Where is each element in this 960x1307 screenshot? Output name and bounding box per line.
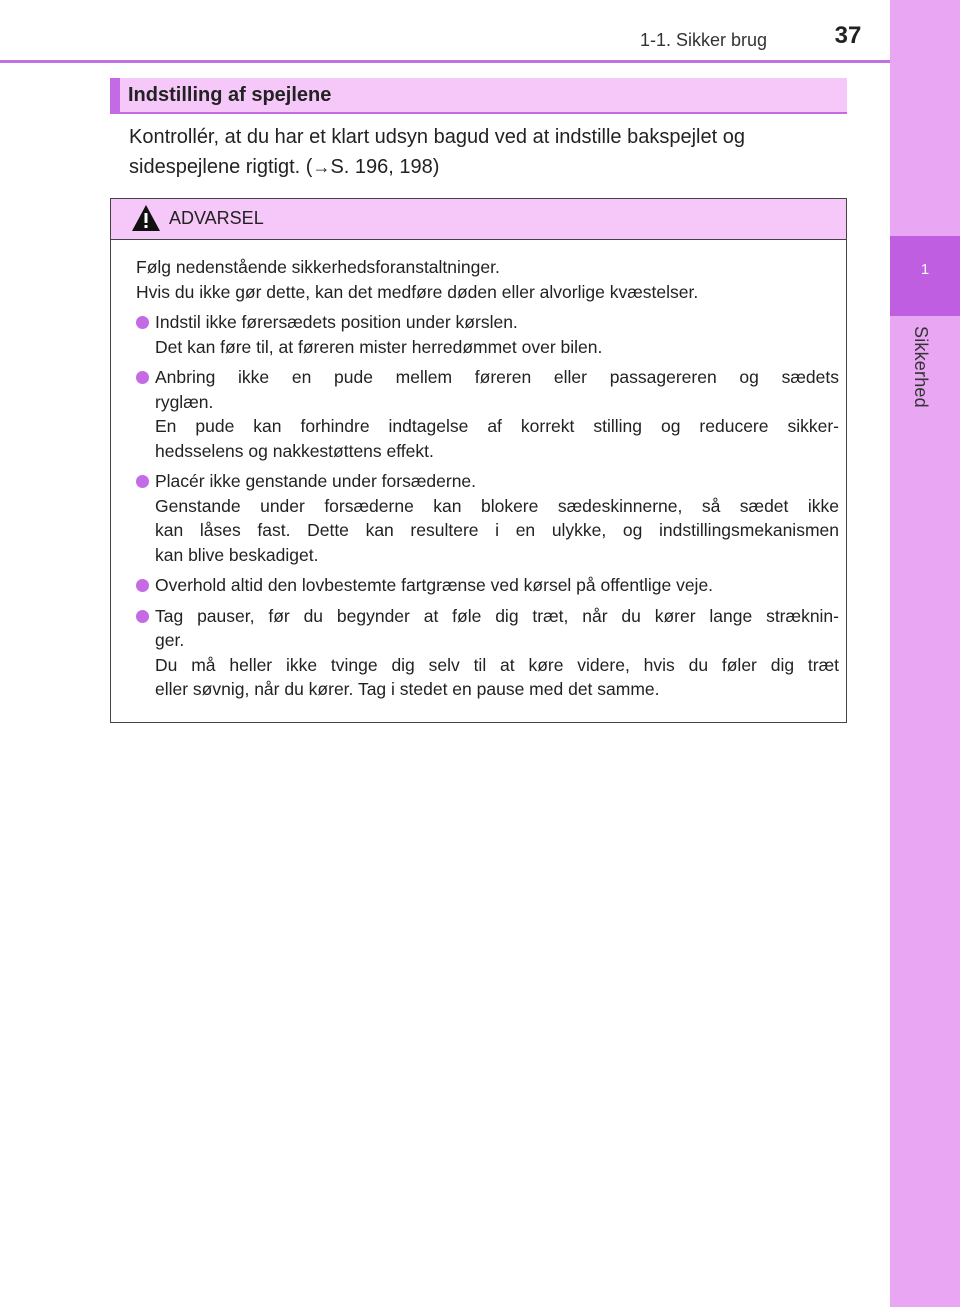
warning-intro-line-2: Hvis du ikke gør dette, kan det medføre døden eller alvorlige kvæstelser. [136,281,699,302]
warning-triangle-icon [131,204,161,232]
section-title: Indstilling af spejlene [128,84,332,106]
section-heading-bar [110,78,847,114]
warning-item [136,365,839,463]
bullet-icon [136,610,149,623]
warning-item-line: En pude kan forhindre indtagelse af korrekt stilling og reducere sikker- [155,416,839,436]
warning-item [136,573,839,598]
warning-item-line: ryglæn. [155,391,214,412]
warning-item-line: Genstande under forsæderne kan blokere sædeskinnerne, så sædet ikke [155,495,839,516]
chapter-number-box [890,236,960,316]
warning-item-line: hedsselens og nakkestøttens effekt. [155,440,434,461]
side-chapter-tab [890,0,960,1307]
chapter-number: 1 [920,261,930,278]
page-number: 37 [834,22,862,49]
bullet-icon [136,475,149,488]
warning-item [136,310,839,359]
warning-title: ADVARSEL [169,208,264,228]
intro-line-1: Kontrollér, at du har et klart udsyn bagud ved at indstille bakspejlet og [129,126,745,148]
warning-item-line: Du må heller ikke tvinge dig selv til at køre videre, hvis du føler dig træt [155,654,839,675]
warning-item-line: Placér ikke genstande under forsæderne. [155,471,477,491]
intro-line-2 [129,152,849,182]
intro-line-2-prefix: sidespejlene rigtigt. ( [129,156,313,178]
arrow-right-icon: → [312,157,331,177]
warning-item-line: Indstil ikke førersædets position under kørslen. [155,312,518,332]
warning-item-line: eller søvnig, når du kører. Tag i stedet en pause med det samme. [155,679,660,699]
warning-item-line: kan blive beskadiget. [155,544,319,565]
warning-intro-line-1: Følg nedenstående sikkerhedsforanstaltninger. [136,257,500,277]
warning-item-line: Tag pauser, før du begynder at føle dig træt, når du kører lange stræknin- [155,605,839,626]
warning-header [111,199,846,240]
warning-body [136,255,839,702]
header-divider [0,60,890,63]
bullet-icon [136,371,149,384]
bullet-icon [136,316,149,329]
bullet-icon [136,579,149,592]
chapter-label: Sikkerhed [911,326,931,408]
warning-item [136,469,839,567]
intro-line-2-suffix: S. 196, 198) [330,156,440,178]
warning-item-line: Det kan føre til, at føreren mister herredømmet over bilen. [155,336,603,357]
warning-item-line: kan låses fast. Dette kan resultere i en ulykke, og indstillingsmekanismen [155,520,839,540]
warning-item [136,604,839,702]
section-intro [129,122,849,182]
warning-item-line: Anbring ikke en pude mellem føreren eller passagereren og sædets [155,367,839,387]
warning-item-line: Overhold altid den lovbestemte fartgrænse ved kørsel på offentlige veje. [155,575,714,595]
warning-box [110,198,847,723]
warning-item-line: ger. [155,630,185,650]
header-title: 1-1. Sikker brug [640,30,768,50]
